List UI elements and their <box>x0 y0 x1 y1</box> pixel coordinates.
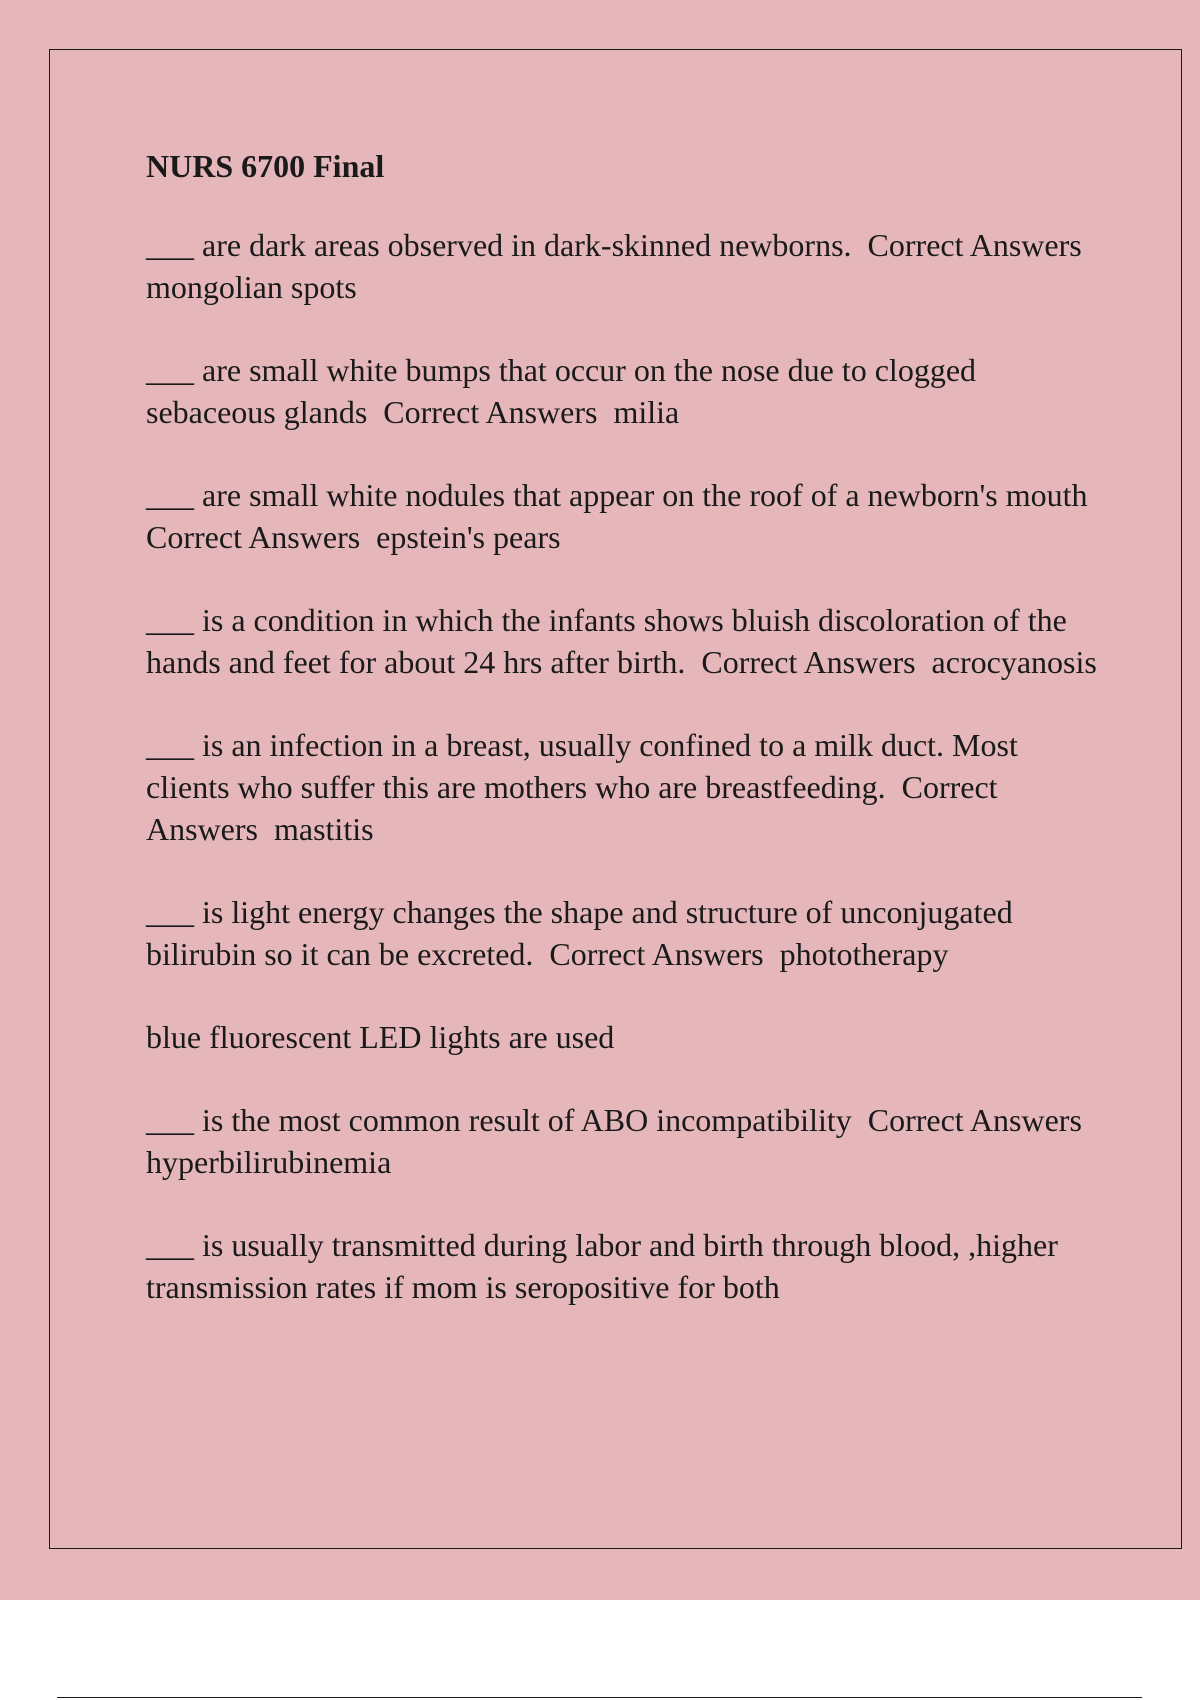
qa-entry-hyperbilirubinemia: ___ is the most common result of ABO incompatibility Correct Answers hyperbilirubinemia <box>146 1102 1098 1180</box>
qa-entry-acrocyanosis: ___ is a condition in which the infants shows bluish discoloration of the hands and feet for about 24 hrs after birth. Correct Answers acrocyanosis <box>146 602 1097 680</box>
qa-entry-mongolian-spots: ___ are dark areas observed in dark-skinned newborns. Correct Answers mongolian spots <box>146 227 1098 305</box>
qa-entry-mastitis: ___ is an infection in a breast, usually confined to a milk duct. Most clients who suffer this are mothers who are breastfeeding. Correct Answers mastitis <box>146 727 1026 847</box>
qa-entry-transmission: ___ is usually transmitted during labor and birth through blood, ,higher transmission rates if mom is seropositive for both <box>146 1227 1066 1305</box>
qa-note-led-lights: blue fluorescent LED lights are used <box>146 1019 615 1055</box>
qa-entry-epsteins-pearls: ___ are small white nodules that appear on the roof of a newborn's mouth Correct Answers epstein's pears <box>146 477 1104 555</box>
document-title: NURS 6700 Final <box>146 148 385 184</box>
document-body <box>146 142 1106 1349</box>
footer-divider <box>57 1697 1142 1698</box>
qa-entry-phototherapy: ___ is light energy changes the shape and structure of unconjugated bilirubin so it can be excreted. Correct Answers phototherapy <box>146 894 1021 972</box>
qa-entry-milia: ___ are small white bumps that occur on the nose due to clogged sebaceous glands Correct Answers milia <box>146 352 985 430</box>
